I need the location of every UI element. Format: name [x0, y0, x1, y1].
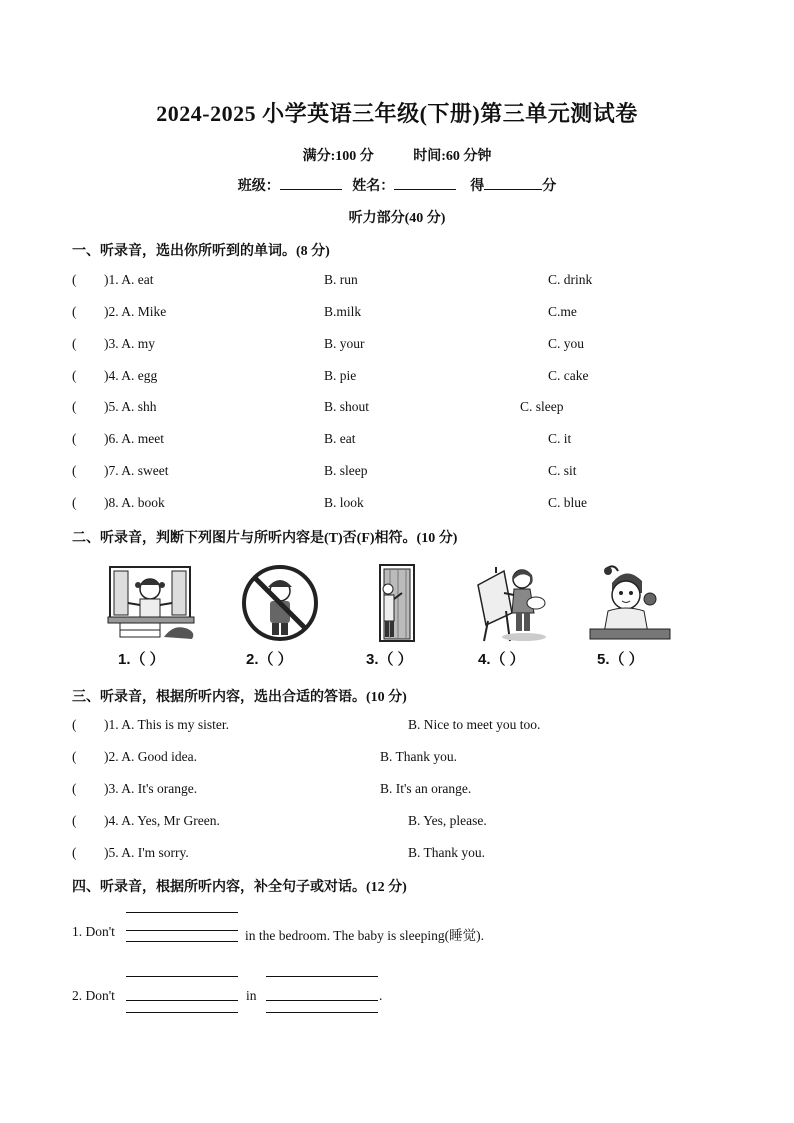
- answer-paren[interactable]: (: [72, 845, 77, 860]
- answer-paren[interactable]: (: [72, 399, 77, 414]
- writing-line[interactable]: [266, 1000, 378, 1001]
- score-field[interactable]: [484, 177, 542, 190]
- picture-5-answer[interactable]: 5.（ ）: [597, 651, 644, 668]
- option-a: )7. A. sweet: [104, 463, 169, 478]
- score-time-row: [0, 145, 794, 165]
- no-shouting-boy-icon: [240, 563, 320, 643]
- option-a: )3. A. It's orange.: [104, 781, 198, 796]
- score-unit: 分: [542, 179, 557, 194]
- option-a: )8. A. book: [104, 495, 165, 510]
- option-a: )1. A. eat: [104, 272, 154, 287]
- item2-end: .: [379, 988, 383, 1003]
- section2-title: 二、听录音，判断下列图片与所听内容是(T)否(F)相符。(10 分): [72, 531, 458, 546]
- option-a: )4. A. Yes, Mr Green.: [104, 813, 220, 828]
- option-a: )6. A. meet: [104, 431, 164, 446]
- score-label: 得: [470, 179, 485, 194]
- writing-line[interactable]: [126, 1000, 238, 1001]
- option-a: )5. A. I'm sorry.: [104, 845, 189, 860]
- section1-title: 一、听录音，选出你所听到的单词。(8 分): [72, 244, 330, 259]
- class-field[interactable]: [280, 177, 342, 190]
- option-b: B. Thank you.: [380, 749, 457, 764]
- option-a: )2. A. Good idea.: [104, 749, 197, 764]
- writing-line: [266, 976, 378, 977]
- girl-painting-icon: [474, 563, 548, 643]
- option-b: B. your: [324, 336, 365, 351]
- writing-line: [126, 976, 238, 977]
- answer-paren[interactable]: (: [72, 717, 77, 732]
- option-a: )4. A. egg: [104, 368, 158, 383]
- option-c: C. you: [548, 336, 585, 351]
- writing-line: [266, 1012, 378, 1013]
- item1-end: in the bedroom. The baby is sleeping(睡觉).: [245, 928, 484, 943]
- writing-line: [126, 941, 238, 942]
- picture-2-answer[interactable]: 2.（ ）: [246, 651, 293, 668]
- girl-eating-apple-icon: [588, 563, 672, 643]
- answer-paren[interactable]: (: [72, 749, 77, 764]
- page-title: 2024-2025 小学英语三年级(下册)第三单元测试卷: [156, 101, 638, 126]
- section3-title: 三、听录音，根据所听内容，选出合适的答语。(10 分): [72, 690, 407, 705]
- answer-paren[interactable]: (: [72, 272, 77, 287]
- option-b: B. sleep: [324, 463, 368, 478]
- option-b: B. eat: [324, 431, 356, 446]
- option-b: B. Nice to meet you too.: [408, 717, 541, 732]
- option-b: B. pie: [324, 368, 357, 383]
- option-c: C. drink: [548, 272, 593, 287]
- option-c: C. cake: [548, 368, 589, 383]
- picture-3-answer[interactable]: 3.（ ）: [366, 651, 413, 668]
- answer-paren[interactable]: (: [72, 431, 77, 446]
- answer-paren[interactable]: (: [72, 368, 77, 383]
- option-c: C. it: [548, 431, 572, 446]
- section4-title: 四、听录音，根据所听内容，补全句子或对话。(12 分): [72, 880, 407, 895]
- option-b: B. It's an orange.: [380, 781, 472, 796]
- option-b: B. Thank you.: [408, 845, 485, 860]
- option-a: )5. A. shh: [104, 399, 157, 414]
- option-c: C. sit: [548, 463, 577, 478]
- option-b: B. shout: [324, 399, 370, 414]
- answer-paren[interactable]: (: [72, 336, 77, 351]
- answer-paren[interactable]: (: [72, 495, 77, 510]
- option-c: C.me: [548, 304, 577, 319]
- option-b: B.milk: [324, 304, 362, 319]
- answer-paren[interactable]: (: [72, 813, 77, 828]
- name-label: 姓名：: [352, 179, 395, 194]
- exam-time: 时间:60 分钟: [413, 149, 492, 164]
- option-a: )1. A. This is my sister.: [104, 717, 230, 732]
- person-at-door-icon: [378, 563, 418, 643]
- writing-line[interactable]: [126, 930, 238, 931]
- picture-4-answer[interactable]: 4.（ ）: [478, 651, 525, 668]
- listening-part-heading: 听力部分(40 分): [348, 211, 446, 226]
- class-label: 班级：: [237, 179, 280, 194]
- answer-paren[interactable]: (: [72, 463, 77, 478]
- option-b: B. run: [324, 272, 358, 287]
- option-a: )2. A. Mike: [104, 304, 167, 319]
- answer-paren[interactable]: (: [72, 304, 77, 319]
- option-c: C. sleep: [520, 399, 564, 414]
- item2-mid: in: [246, 988, 257, 1003]
- picture-1-answer[interactable]: 1.（ ）: [118, 651, 165, 668]
- writing-line: [126, 912, 238, 913]
- option-c: C. blue: [548, 495, 587, 510]
- answer-paren[interactable]: (: [72, 781, 77, 796]
- student-info-row: [0, 175, 794, 195]
- full-score: 满分:100 分: [302, 149, 374, 164]
- option-b: B. look: [324, 495, 364, 510]
- writing-line: [126, 1012, 238, 1013]
- item1-start: 1. Don't: [72, 924, 115, 939]
- name-field[interactable]: [394, 177, 456, 190]
- option-b: B. Yes, please.: [408, 813, 487, 828]
- item2-start: 2. Don't: [72, 988, 115, 1003]
- girl-at-window-icon: [104, 563, 198, 641]
- option-a: )3. A. my: [104, 336, 156, 351]
